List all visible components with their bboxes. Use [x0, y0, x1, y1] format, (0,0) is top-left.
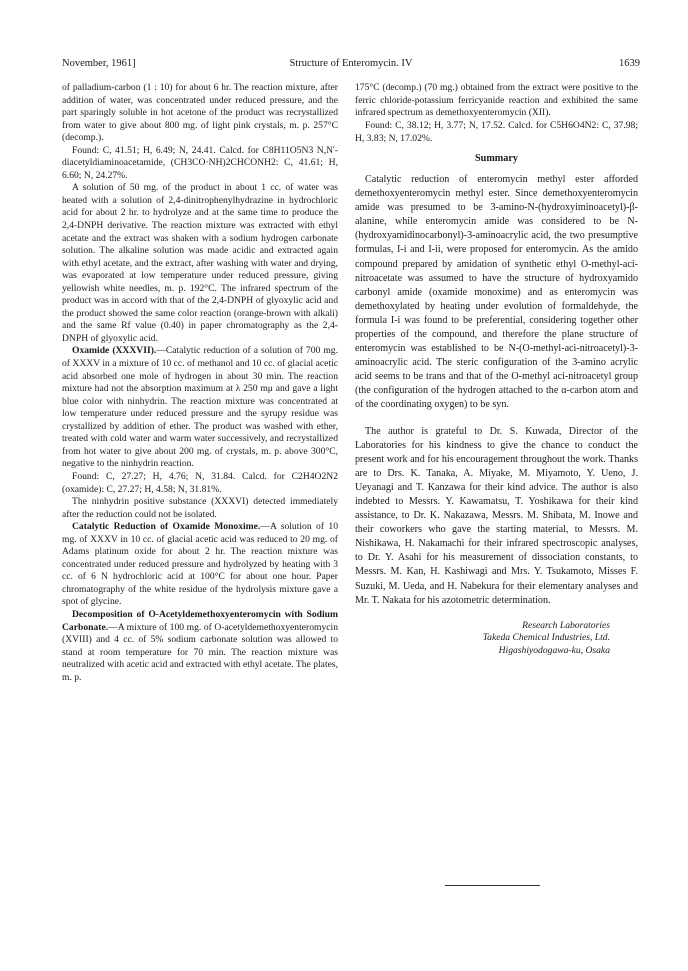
summary-heading: Summary [474, 152, 518, 164]
left-column [62, 82, 338, 684]
paragraph: 175°C (decomp.) (70 mg.) obtained from the extract were positive to the ferric chloride-potassium ferricyanide reaction and exhibited the same infrared spectrum as demethoxyenteromycin (XII). [355, 82, 638, 119]
summary-text: Catalytic reduction of enteromycin methyl ester afforded demethoxyenteromycin methyl ester. Since demethoxyenteromycin amide was presumed to be 3-amino-N-(hydroxyiminoacetyl)-β-alanine, while enteromycin amide was considered to be N-(hydroxyamidinocarbonyl)-3-aminoacrylic acid, the two presumptive formulas, I-i and I-ii, were proposed for enteromycin. As the amido compound prepared by amidation of synthetic ethyl O-methyl-aci-nitroacetate was assumed to have the structure of hydroxyamido carbonyl amide (oxamide monoxime) and as enteromycin was demethoxylated by heating under evolution of formaldehyde, the formula I-i was found to be preferential, considering together other properties of the compound, and therefore the plane structure of enteromycin was established to be N-(O-methyl-aci-nitroacetyl)-3-aminoacrylic acid. The steric configuration of the 3-amino acrylic acid seems to be trans and that of the O-methyl aci-nitroacetyl group (the configuration of the hydrogen attached to the α-carbon atom and of the coordinating oxygen) to be syn. [355, 174, 638, 410]
affiliation-line: Research Laboratories [522, 619, 610, 631]
paragraph: A solution of 50 mg. of the product in about 1 cc. of water was heated with a solution of 2,4-dinitrophenylhydrazine in hydrochloric acid for about 2 hr. to hydrolyze and at the same time to produce the 2,4-DNPH derivative. The reaction mixture was extracted with ethyl acetate and the extract was shaken with a sodium hydrogen carbonate solution. The alkaline solution was made acidic and extracted again with ethyl acetate, and the extract, after washing with water and drying, was evaporated at low temperature under reduced pressure, giving yellowish white needles, m. p. 192°C. The infrared spectrum of the product was in accord with that of the 2,4-DNPH of glyoxylic acid and the product showed the same color reaction (orange-brown with alkali) and the same Rf value (0.40) in paper chromatography as the 2,4-DNPH of glyoxylic acid. [62, 182, 338, 344]
affiliation-line: Higashiyodogawa-ku, Osaka [498, 644, 610, 656]
affiliation [355, 620, 638, 658]
paragraph-text: —A solution of 10 mg. of XXXV in 10 cc. of glacial acetic acid was reduced to 20 mg. of Adams platinum oxide for about 2 hr. The reaction mixture was concentrated under reduced pressure and hydrolyzed by heating with 3 cc. of 6 N hydrochloric acid at 100°C for about one hour. Paper chromatography of the white residue of the hydrolysis mixture gave a spot of glycine. [62, 521, 338, 608]
analysis-result: Found: C, 38.12; H, 3.77; N, 17.52. Calcd. for C5H6O4N2: C, 37.98; H, 3.83; N, 17.02%. [355, 120, 638, 144]
end-rule [445, 885, 540, 886]
section-heading: Oxamide (XXXVII). [72, 345, 157, 357]
analysis-result: Found: C, 27.27; H, 4.76; N, 31.84. Calcd. for C2H4O2N2 (oxamide): C, 27.27; H, 4.58; N, 31.81%. [62, 470, 338, 495]
section-heading: Catalytic Reduction of Oxamide Monoxime. [72, 521, 261, 533]
paragraph [62, 609, 338, 684]
running-header [62, 58, 640, 74]
section-heading: Decomposition of O-Acetyldemethoxyenteromycin with Sodium Carbonate. [62, 608, 338, 633]
header-title: Structure of Enteromycin. IV [289, 58, 413, 69]
affiliation-line: Takeda Chemical Industries, Ltd. [482, 632, 610, 644]
paragraph [62, 345, 338, 470]
paragraph: of palladium-carbon (1 : 10) for about 6 hr. The reaction mixture, after addition of water, was concentrated under reduced pressure, and the part sparingly soluble in hot acetone of the product was recrystallized from water to give about 800 mg. of light pink crystals, m. p. 257°C (decomp.). [62, 82, 338, 144]
analysis-result: Found: C, 41.51; H, 6.49; N, 24.41. Calcd. for C8H11O5N3 N,N'-diacetyldiaminoacetamide, (CH3CO·NH)2CHCONH2: C, 41.61; H, 6.60; N, 24.27%. [62, 144, 338, 181]
paragraph-text: —Catalytic reduction of a solution of 700 mg. of XXXV in a mixture of 10 cc. of methanol and 10 cc. of glacial acetic acid absorbed one mole of hydrogen in about 30 min. The reaction mixture had not the absorption maximum at λ 250 mμ and gave a light blue color with ninhydrin. The reaction mixture was concentrated at low temperature under reduced pressure and the syrupy residue was crystallized by addition of ether. The product was washed with ether, treated with cold water and warm water successively, and recrystallized from hot water to give about 200 mg. of crystals, m. p. above 300°C, negative to the ninhydrin reaction. [62, 345, 338, 470]
paragraph [62, 521, 338, 609]
header-date: November, 1961] [62, 58, 136, 69]
paragraph: The ninhydrin positive substance (XXXVI) detected immediately after the reduction could not be isolated. [62, 496, 338, 520]
page-number: 1639 [619, 58, 640, 69]
paragraph-text: —A mixture of 100 mg. of O-acetyldemethoxyenteromycin (XVIII) and 4 cc. of 5% sodium carbonate solution was allowed to stand at room temperature for 70 min. The reaction mixture was neutralized with acetic acid and extracted with ethyl acetate. The plates, m. p. [62, 621, 338, 683]
right-column [355, 82, 638, 657]
summary-section [355, 173, 638, 607]
acknowledgement: The author is grateful to Dr. S. Kuwada, Director of the Laboratories for his kindness to give the chance to conduct the present work and for his encouragement throughout the work. Thanks are to Drs. K. Tanaka, A. Miyake, M. Miyamoto, Y. Ueno, J. Ueyanagi and T. Kanzawa for their kind advice. The author is also indebted to Messrs. Y. Kawamatsu, T. Yoshikawa for their kind assistance, to Dr. K. Nakazawa, Messrs. M. Shibata, M. Inowe and their coworkers who gave the starting material, to Messrs. M. Nishikawa, H. Nakamachi for their infrared spectroscopic analyses, to Dr. Y. Asahi for his measurement of dissociation constants, to Messrs. M. Kan, H. Kashiwagi and Mrs. Y. Tsukamoto, Misses F. Suzuki, M. Ueda, and H. Nabekura for their elementary analyses and Mr. T. Nakata for his azotometric determination. [355, 426, 638, 606]
